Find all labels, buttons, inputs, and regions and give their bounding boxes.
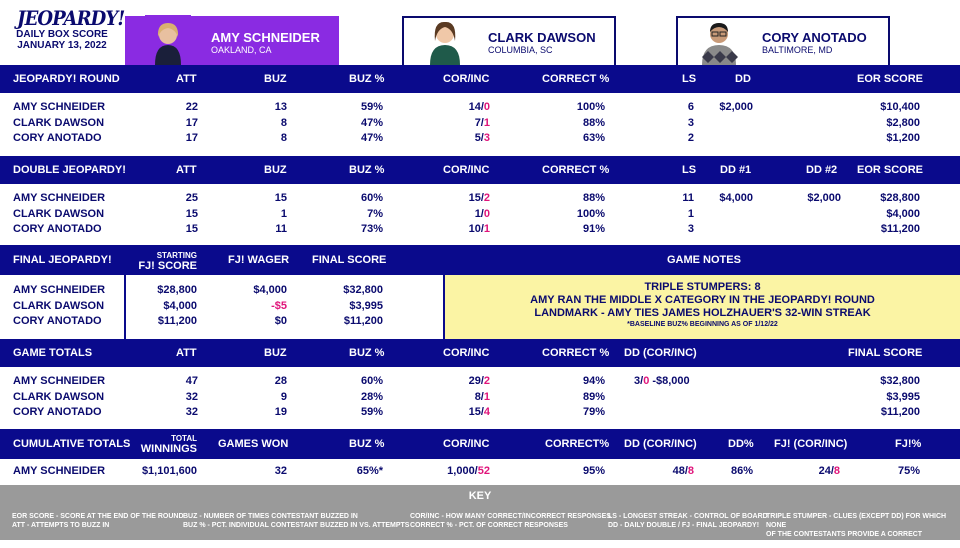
correct-pct-value: 95% <box>582 465 605 477</box>
col-dd-cor-inc: DD (COR/INC) <box>624 347 697 359</box>
col-buz: BUZ <box>264 73 287 85</box>
att-value: 32 <box>185 390 198 403</box>
key-column <box>608 512 768 530</box>
cor-inc-value <box>469 374 490 389</box>
correct-pct-value: 79% <box>582 406 605 418</box>
game-note: LANDMARK - AMY TIES JAMES HOLZHAUER'S 32-WIN STREAK <box>534 307 871 319</box>
clark-portrait-icon <box>422 15 468 65</box>
contestant-row-name: AMY SCHNEIDER <box>13 101 106 113</box>
col-starting-top: STARTING <box>156 251 197 260</box>
final-score-value: $32,800 <box>343 284 383 296</box>
buz-pct-value: 7% <box>367 207 383 220</box>
col-winnings-top: TOTAL <box>171 434 197 443</box>
incorrect-count: 8 <box>833 465 840 477</box>
section-title: CUMULATIVE TOTALS <box>13 438 131 450</box>
buz-pct-value: 28% <box>360 390 383 403</box>
box-score-date: JANUARY 13, 2022 <box>17 40 107 51</box>
names-divider <box>124 275 126 339</box>
col-final-score: FINAL SCORE <box>312 254 387 266</box>
col-att: ATT <box>176 73 197 85</box>
section-title: GAME TOTALS <box>13 347 93 359</box>
key-entry: ATT - ATTEMPTS TO BUZZ IN <box>12 522 110 529</box>
game-notes-panel <box>445 275 960 339</box>
col-ls: LS <box>682 73 697 85</box>
contestant-row-name: AMY SCHNEIDER <box>13 192 106 204</box>
games-won-value: 32 <box>274 465 287 477</box>
col-dd: DD <box>735 73 751 85</box>
incorrect-count: 2 <box>483 192 490 204</box>
game-note: TRIPLE STUMPERS: 8 <box>644 281 761 293</box>
correct-count: 15/ <box>468 406 484 418</box>
col-dd1: DD #1 <box>720 164 752 176</box>
cor-inc-value <box>475 390 490 405</box>
total-winnings-value: $1,101,600 <box>141 465 197 477</box>
col-buz-pct: BUZ % <box>349 73 385 85</box>
col-correct-pct: CORRECT % <box>542 347 610 359</box>
key-title: KEY <box>468 490 492 502</box>
final-score-value: $11,200 <box>343 315 383 327</box>
att-value: 47 <box>185 375 198 387</box>
col-cor-inc: COR/INC <box>443 438 490 450</box>
col-final-score: FINAL SCORE <box>848 347 923 359</box>
contestant-row-name: CORY ANOTADO <box>13 223 102 235</box>
buz-value: 8 <box>280 132 287 144</box>
correct-count: 15/ <box>468 192 484 204</box>
col-eor: EOR SCORE <box>857 164 924 176</box>
key-column <box>183 512 409 530</box>
contestant-row-name: AMY SCHNEIDER <box>13 284 106 296</box>
logo-wordmark: JEOPARDY! <box>17 6 125 30</box>
buz-pct-value: 60% <box>360 192 383 204</box>
att-value: 15 <box>185 207 198 220</box>
col-buz-pct: BUZ % <box>349 347 385 359</box>
col-buz-pct: BUZ % <box>349 438 385 450</box>
double-jeopardy-header <box>0 156 960 184</box>
ls-value: 1 <box>687 207 694 220</box>
correct-pct-value: 94% <box>582 375 605 387</box>
correct-pct-value: 89% <box>582 390 605 403</box>
fj-cor-inc-value <box>819 464 840 479</box>
col-fj-cor-inc: FJ! (COR/INC) <box>774 438 848 450</box>
box-score-subtitle: DAILY BOX SCORE <box>16 29 108 40</box>
starting-score-value: $11,200 <box>157 315 197 327</box>
correct-count: 24/ <box>818 465 834 477</box>
col-correct-pct: CORRECT % <box>542 73 610 85</box>
amy-portrait-icon <box>145 15 191 65</box>
buz-pct-value: 47% <box>360 116 383 129</box>
contestant-row-name: AMY SCHNEIDER <box>13 465 106 477</box>
col-starting-score <box>138 251 197 272</box>
att-value: 22 <box>185 101 198 113</box>
final-score-value: $3,995 <box>886 390 920 403</box>
ls-value: 3 <box>687 223 694 235</box>
incorrect-count: 2 <box>483 375 490 387</box>
col-cor-inc: COR/INC <box>443 73 490 85</box>
incorrect-count: 52 <box>477 465 490 477</box>
correct-count: 1,000/ <box>447 465 478 477</box>
cor-inc-value <box>469 191 490 206</box>
buz-value: 15 <box>274 192 287 204</box>
correct-count: 48/ <box>672 465 688 477</box>
contestant-name: CORY ANOTADO <box>762 30 867 45</box>
buz-pct-value: 59% <box>360 101 383 113</box>
ls-value: 11 <box>682 192 694 204</box>
dd-cor-part: 3/ <box>634 375 644 387</box>
key-panel <box>0 485 960 547</box>
correct-count: 14/ <box>468 101 484 113</box>
header <box>0 0 960 65</box>
contestant-card-cory <box>676 16 890 65</box>
ls-value: 6 <box>687 101 694 113</box>
eor-score-value: $11,200 <box>880 223 920 235</box>
buz-value: 9 <box>280 390 287 403</box>
contestant-row-name: AMY SCHNEIDER <box>13 375 106 387</box>
key-entry: EOR SCORE - SCORE AT THE END OF THE ROUND <box>12 513 184 520</box>
key-entry: CORRECT % - PCT. OF CORRECT RESPONSES <box>410 522 568 529</box>
dd-cor-inc-value <box>673 464 694 479</box>
cor-inc-value <box>469 100 490 115</box>
contestant-city: OAKLAND, CA <box>211 45 272 55</box>
col-total-winnings <box>141 434 197 455</box>
cor-inc-value <box>475 207 490 222</box>
col-starting-bottom: FJ! SCORE <box>138 260 197 272</box>
buz-pct-value: 65%* <box>356 465 383 477</box>
eor-score-value: $2,800 <box>886 116 920 129</box>
buz-pct-value: 73% <box>360 223 383 235</box>
contestant-row-name: CLARK DAWSON <box>13 299 105 312</box>
col-games-won: GAMES WON <box>218 438 289 450</box>
buz-value: 1 <box>280 207 287 220</box>
incorrect-count: 0 <box>483 207 490 220</box>
starting-score-value: $28,800 <box>157 284 197 296</box>
final-score-value: $11,200 <box>880 406 920 418</box>
jeopardy-round-header <box>0 65 960 93</box>
col-buz: BUZ <box>264 347 287 359</box>
fj-wager-value: -$5 <box>271 299 287 312</box>
col-buz: BUZ <box>264 164 287 176</box>
col-dd2: DD #2 <box>806 164 838 176</box>
eor-score-value: $10,400 <box>880 101 920 113</box>
contestant-row-name: CORY ANOTADO <box>13 406 102 418</box>
key-entry: BUZ - NUMBER OF TIMES CONTESTANT BUZZED IN <box>183 513 358 520</box>
contestant-city: BALTIMORE, MD <box>762 45 833 55</box>
starting-score-value: $4,000 <box>163 299 197 312</box>
col-cor-inc: COR/INC <box>443 164 490 176</box>
section-title: JEOPARDY! ROUND <box>13 73 120 85</box>
baseline-footnote: *BASELINE BUZ% BEGINNING AS OF 1/12/22 <box>627 321 778 328</box>
buz-value: 8 <box>280 116 287 129</box>
game-totals-header <box>0 339 960 367</box>
col-dd-cor-inc: DD (COR/INC) <box>624 438 697 450</box>
correct-pct-value: 100% <box>576 207 605 220</box>
buz-value: 11 <box>275 223 287 235</box>
final-score-value: $32,800 <box>880 375 920 387</box>
ls-value: 2 <box>687 132 694 144</box>
att-value: 32 <box>185 406 198 418</box>
col-cor-inc: COR/INC <box>443 347 490 359</box>
dd2-value: $2,000 <box>807 192 841 204</box>
incorrect-count: 0 <box>483 101 490 113</box>
key-entry: LS - LONGEST STREAK - CONTROL OF BOARD <box>608 513 768 520</box>
cor-inc-value <box>475 116 490 131</box>
buz-pct-value: 60% <box>360 375 383 387</box>
dd-inc-part: 0 <box>643 375 650 387</box>
ls-value: 3 <box>687 116 694 129</box>
col-correct-pct: CORRECT % <box>542 164 610 176</box>
att-value: 17 <box>185 116 198 129</box>
correct-count: 8/ <box>474 390 484 403</box>
buz-value: 19 <box>274 406 287 418</box>
incorrect-count: 1 <box>483 116 490 129</box>
buz-pct-value: 59% <box>360 406 383 418</box>
col-winnings-bottom: WINNINGS <box>140 443 197 455</box>
game-note: AMY RAN THE MIDDLE X CATEGORY IN THE JEOPARDY! ROUND <box>530 294 875 306</box>
contestant-card-clark <box>402 16 616 65</box>
correct-count: 29/ <box>468 375 484 387</box>
att-value: 17 <box>185 132 198 144</box>
contestant-row-name: CORY ANOTADO <box>13 132 102 144</box>
incorrect-count: 3 <box>483 132 490 144</box>
incorrect-count: 8 <box>687 465 694 477</box>
correct-pct-value: 88% <box>582 116 605 129</box>
game-notes-title: GAME NOTES <box>667 254 741 266</box>
col-buz-pct: BUZ % <box>349 164 385 176</box>
col-eor: EOR SCORE <box>857 73 924 85</box>
contestant-name: CLARK DAWSON <box>488 30 596 45</box>
cor-inc-value <box>447 464 490 479</box>
contestant-row-name: CLARK DAWSON <box>13 390 105 403</box>
col-dd-pct: DD% <box>728 438 754 450</box>
section-title: DOUBLE JEOPARDY! <box>13 164 126 176</box>
col-fj-wager: FJ! WAGER <box>228 254 290 266</box>
contestant-row-name: CLARK DAWSON <box>13 116 105 129</box>
buz-value: 28 <box>274 375 287 387</box>
correct-pct-value: 91% <box>582 223 605 235</box>
dd-amt-part: -$8,000 <box>652 375 690 387</box>
dd-cor-inc-value <box>634 374 690 389</box>
correct-count: 5/ <box>474 132 484 144</box>
key-column <box>766 512 960 548</box>
correct-pct-value: 100% <box>576 101 605 113</box>
incorrect-count: 1 <box>483 223 490 235</box>
col-fj-pct: FJ!% <box>895 438 922 450</box>
buz-value: 13 <box>274 101 287 113</box>
correct-pct-value: 63% <box>582 132 605 144</box>
dd-pct-value: 86% <box>730 465 753 477</box>
section-title: FINAL JEOPARDY! <box>13 254 112 266</box>
final-jeopardy-header <box>0 245 960 275</box>
eor-score-value: $1,200 <box>886 132 920 144</box>
contestant-card-amy <box>125 16 339 65</box>
contestant-row-name: CORY ANOTADO <box>13 315 102 327</box>
att-value: 25 <box>185 192 198 204</box>
eor-score-value: $4,000 <box>886 207 920 220</box>
col-ls: LS <box>682 164 697 176</box>
key-column <box>410 512 611 530</box>
contestant-city: COLUMBIA, SC <box>488 45 553 55</box>
correct-count: 1/ <box>474 207 484 220</box>
cor-inc-value <box>475 131 490 146</box>
key-column <box>12 512 184 530</box>
att-value: 15 <box>185 223 198 235</box>
col-att: ATT <box>176 164 197 176</box>
cory-portrait-icon <box>696 15 742 65</box>
cor-inc-value <box>469 405 490 420</box>
fj-wager-value: $0 <box>274 315 287 327</box>
fj-wager-value: $4,000 <box>253 284 287 296</box>
key-entry: OF THE CONTESTANTS PROVIDE A CORRECT RESPONSE <box>766 531 923 547</box>
col-att: ATT <box>176 347 197 359</box>
cumulative-header <box>0 429 960 459</box>
key-entry: DD - DAILY DOUBLE / FJ - FINAL JEOPARDY! <box>608 522 760 529</box>
contestant-name: AMY SCHNEIDER <box>211 30 320 45</box>
fj-pct-value: 75% <box>897 465 920 477</box>
eor-score-value: $28,800 <box>880 192 920 204</box>
buz-pct-value: 47% <box>360 132 383 144</box>
cor-inc-value <box>469 222 490 237</box>
key-entry: BUZ % - PCT. INDIVIDUAL CONTESTANT BUZZED IN VS. ATTEMPTS <box>183 522 410 529</box>
key-entry: COR/INC - HOW MANY CORRECT/INCORRECT RESPONSES <box>410 513 611 520</box>
dd-value: $2,000 <box>719 101 753 113</box>
logo <box>12 6 125 51</box>
incorrect-count: 4 <box>483 406 490 418</box>
correct-count: 7/ <box>474 116 484 129</box>
final-score-value: $3,995 <box>349 299 383 312</box>
correct-count: 10/ <box>468 223 484 235</box>
contestant-row-name: CLARK DAWSON <box>13 207 105 220</box>
dd1-value: $4,000 <box>719 192 753 204</box>
col-correct-pct: CORRECT% <box>545 438 610 450</box>
correct-pct-value: 88% <box>582 192 605 204</box>
incorrect-count: 1 <box>483 390 490 403</box>
key-entry: TRIPLE STUMPER - CLUES (EXCEPT DD) FOR WHICH NONE <box>766 513 947 529</box>
